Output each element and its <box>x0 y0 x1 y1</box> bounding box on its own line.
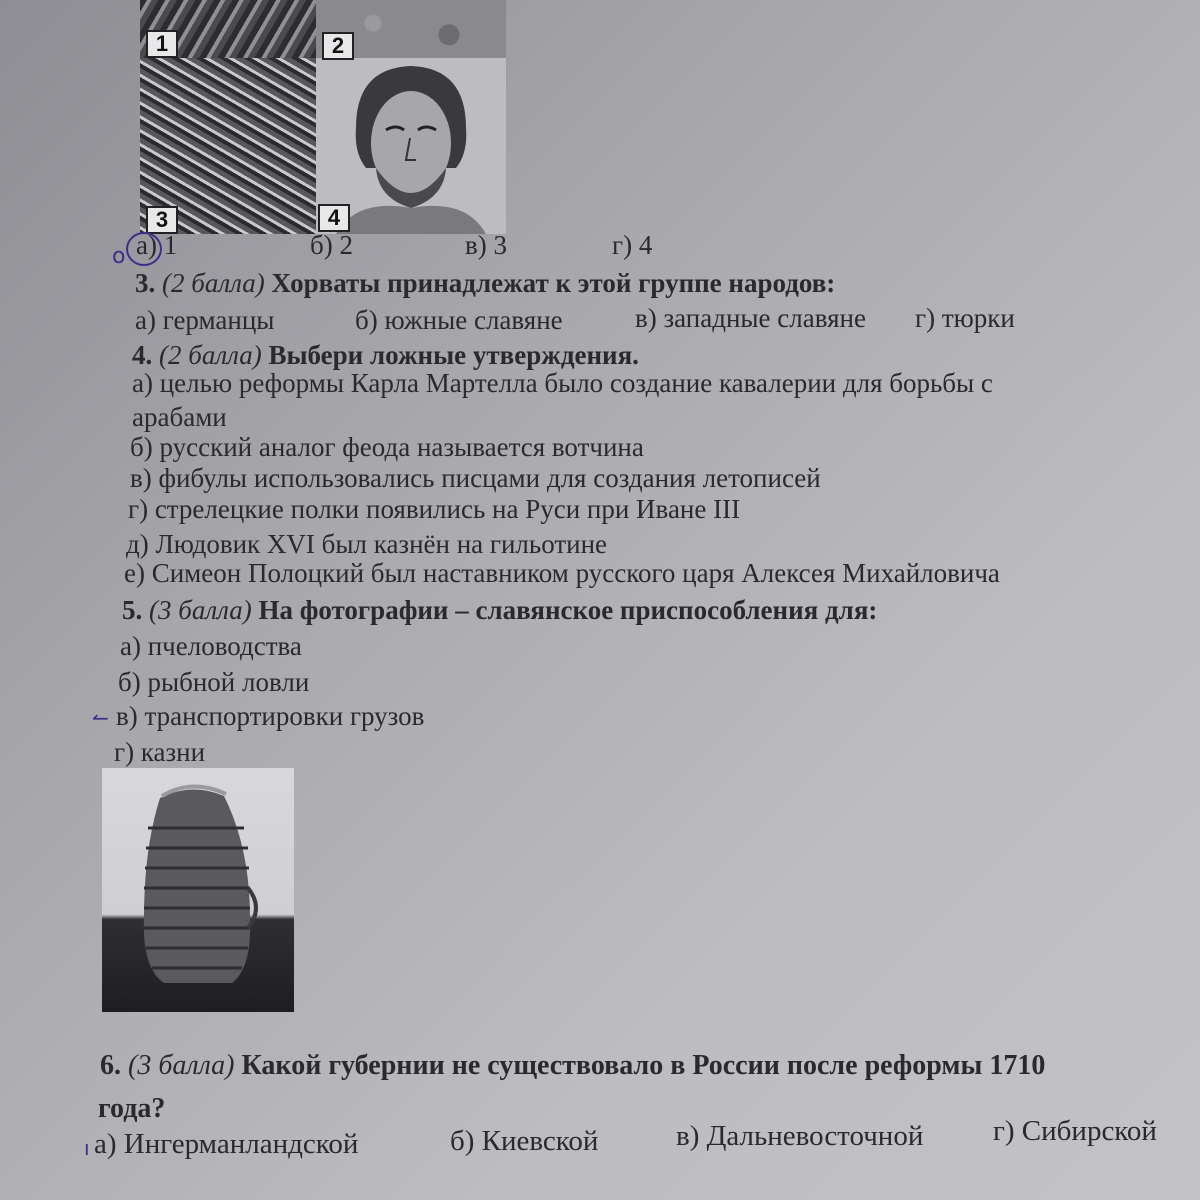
q2-pen-mark: о <box>112 244 126 269</box>
q5-option-c[interactable]: в) транспортировки грузов <box>116 701 425 731</box>
q6-pen-mark: ı <box>84 1136 90 1160</box>
q5-number: 5. <box>122 595 143 625</box>
q2-option-b[interactable]: б) 2 <box>310 230 353 260</box>
q3-heading <box>135 268 835 299</box>
q2-option-d[interactable]: г) 4 <box>612 230 653 260</box>
q6-option-a[interactable]: а) Ингерманландской <box>94 1128 359 1160</box>
q4-number: 4. <box>132 340 153 370</box>
q5-pen-mark: ↼ <box>92 706 109 730</box>
q3-option-d[interactable]: г) тюрки <box>915 303 1015 333</box>
q6-option-b[interactable]: б) Киевской <box>450 1125 599 1157</box>
q6-points: (3 балла) <box>128 1050 235 1081</box>
q4-heading <box>132 340 639 371</box>
q5-title: На фотографии – славянское приспособления для: <box>258 595 878 625</box>
q5-option-a[interactable]: а) пчеловодства <box>120 631 302 661</box>
q4-option-f[interactable]: е) Симеон Полоцкий был наставником русского царя Алексея Михайловича <box>124 558 1000 588</box>
q4-option-d[interactable]: г) стрелецкие полки появились на Руси при Иване III <box>128 494 741 524</box>
q3-option-b[interactable]: б) южные славяне <box>355 305 563 335</box>
q5-photo <box>102 768 294 1012</box>
figure-label-4: 4 <box>318 204 350 232</box>
q4-option-e[interactable]: д) Людовик XVI был казнён на гильотине <box>126 529 608 559</box>
q4-option-a-cont: арабами <box>132 402 227 432</box>
q5-option-d[interactable]: г) казни <box>114 737 206 767</box>
q4-option-a[interactable]: а) целью реформы Карла Мартелла было создание кавалерии для борьбы с <box>132 368 993 398</box>
q3-points: (2 балла) <box>162 268 265 298</box>
wicker-basket-illustration <box>102 768 294 1012</box>
q6-option-c[interactable]: в) Дальневосточной <box>676 1120 924 1152</box>
q6-title-line1: Какой губернии не существовало в России после реформы 1710 <box>241 1050 1046 1081</box>
q3-option-c[interactable]: в) западные славяне <box>635 303 866 333</box>
q6-heading <box>100 1050 1045 1082</box>
q5-heading <box>122 595 877 626</box>
q5-option-b[interactable]: б) рыбной ловли <box>118 667 310 697</box>
figure-label-3: 3 <box>146 206 178 234</box>
q4-option-c[interactable]: в) фибулы использовались писцами для создания летописей <box>130 463 821 493</box>
q6-title-line2: года? <box>98 1093 166 1124</box>
q4-option-b[interactable]: б) русский аналог феода называется вотчина <box>130 432 644 462</box>
q6-number: 6. <box>100 1050 121 1081</box>
q3-number: 3. <box>135 268 156 298</box>
q5-points: (3 балла) <box>149 595 252 625</box>
q6-option-d[interactable]: г) Сибирской <box>993 1115 1157 1147</box>
q3-option-a[interactable]: а) германцы <box>135 305 275 335</box>
figure-label-2: 2 <box>322 32 354 60</box>
q2-option-a[interactable]: а) 1 <box>136 230 178 260</box>
q2-option-c[interactable]: в) 3 <box>465 230 507 260</box>
q4-title: Выбери ложные утверждения. <box>268 340 639 370</box>
q3-title: Хорваты принадлежат к этой группе народов: <box>271 268 836 298</box>
figure-label-1: 1 <box>146 30 178 58</box>
q4-points: (2 балла) <box>159 340 262 370</box>
